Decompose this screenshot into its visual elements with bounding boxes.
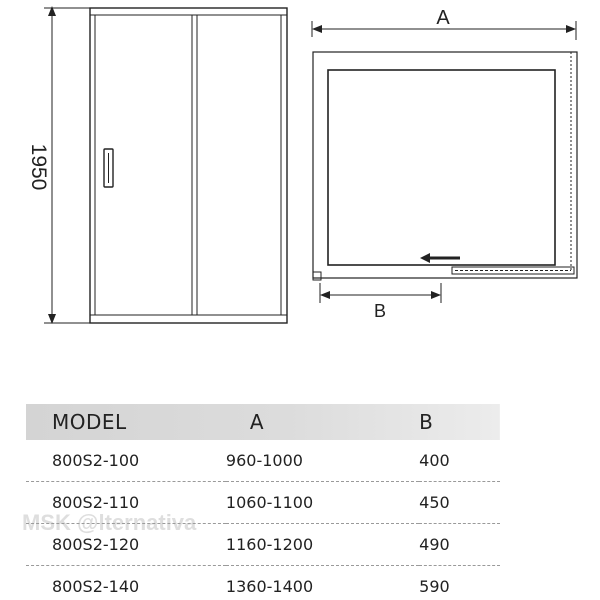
plan-corner-post [313, 272, 321, 280]
cell-model: 800S2-140 [52, 577, 140, 596]
door-outer-frame [90, 8, 287, 323]
cell-b: 400 [419, 440, 500, 482]
dimension-a-arrow-right [566, 25, 576, 33]
table-row [26, 566, 500, 600]
cell-b: 590 [419, 577, 450, 596]
header-b: B [419, 410, 434, 434]
plan-inner-area [328, 70, 555, 265]
cell-a: 1360-1400 [225, 577, 314, 596]
dimension-a-arrow-left [312, 25, 322, 33]
dimension-b-arrow-right [431, 291, 441, 299]
plan-outer-frame [313, 52, 577, 278]
header-model: MODEL [52, 410, 127, 434]
table-row [26, 524, 500, 566]
watermark: MSK @lternativa [22, 510, 197, 535]
table-header [26, 404, 500, 440]
dimension-b-label: B [373, 301, 387, 321]
fixed-panel [197, 15, 281, 315]
cell-model: 800S2-100 [26, 440, 226, 482]
sliding-panel [95, 15, 192, 315]
table-body [26, 440, 500, 600]
cell-a: 1060-1100 [226, 482, 419, 524]
cell-model: 800S2-120 [26, 524, 226, 566]
table-row [26, 440, 500, 482]
cell-b: 490 [419, 524, 500, 566]
cell-model: 800S2-110 [26, 482, 226, 524]
top-plan-view [312, 21, 577, 303]
cell-a: 1160-1200 [226, 524, 419, 566]
table-row [26, 482, 500, 524]
cell-b: 450 [419, 482, 500, 524]
front-elevation-view [44, 6, 287, 324]
cell-a: 960-1000 [226, 440, 419, 482]
model-dimensions-table [26, 404, 500, 600]
dimension-b-arrow-left [320, 291, 330, 299]
header-a: A [249, 410, 265, 434]
slide-direction-arrow-head [420, 253, 430, 263]
table-header-row [26, 404, 500, 440]
height-dimension-label: 1950 [27, 143, 50, 191]
dimension-a-label: A [436, 7, 450, 29]
